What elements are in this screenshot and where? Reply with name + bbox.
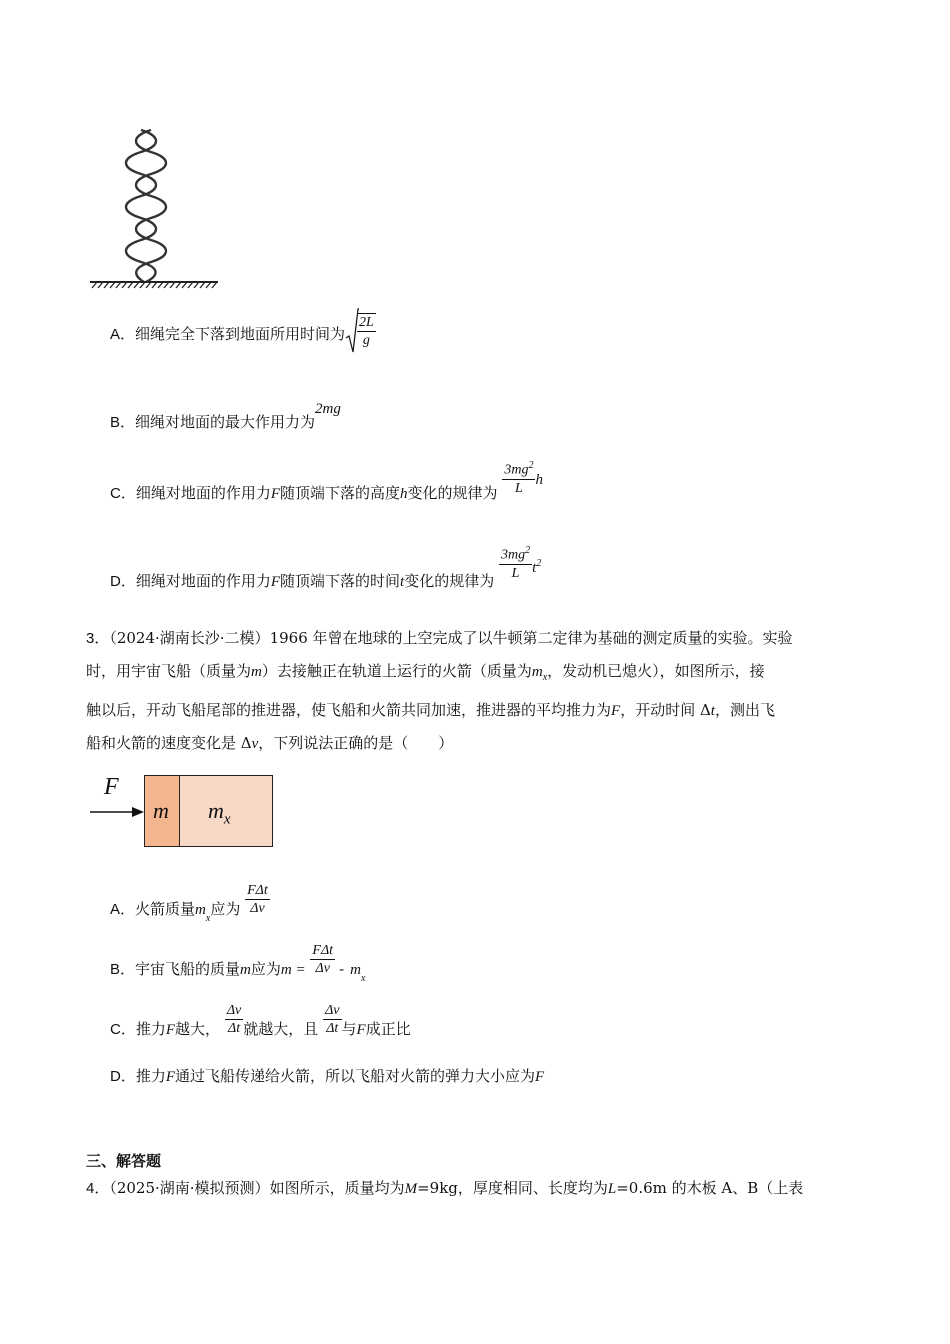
fraction [225,1002,243,1037]
sqrt-formula [345,308,376,354]
question-source: （2025·湖南·模拟预测） [109,1179,270,1197]
option-text: 就越大，且 [243,1020,319,1038]
var-F: F [535,1069,545,1085]
rocket-sub: x [223,811,231,828]
spaceship-block [144,775,180,847]
text: =0.6m 的木板 A、B（上表 [616,1179,804,1197]
text: ，下列说法正确的是（ ） [258,734,454,752]
text: 触以后，开动飞船尾部的推进器，使飞船和火箭共同加速，推进器的平均推力为 [86,701,612,719]
option-letter: C． [110,1021,136,1038]
q2-option-b [110,398,341,438]
rope-figure [86,124,226,292]
var-F: F [270,574,281,590]
text: 船和火箭的速度变化是 Δ [86,734,252,752]
spaceship-rocket-figure [88,772,278,852]
option-letter: A． [110,326,136,343]
formula-numerator: 3mg [504,462,529,478]
option-letter: B． [110,414,136,431]
minus-sign: - [339,960,345,978]
var-M: M [404,1181,418,1197]
text: 1966 年曾在地球的上空完成了以牛顿第二定律为基础的测定质量的实验。实验 [269,629,793,647]
spaceship-label: m [153,798,169,823]
option-text: 宇宙飞船的质量 [135,960,241,978]
denominator: Δv [310,959,335,977]
option-text: 火箭质量 [135,900,196,918]
var-m: m [350,962,361,978]
option-letter: D． [110,1068,136,1085]
formula-tail [532,560,541,576]
tail-var: t [532,560,537,576]
option-text: 细绳对地面的最大作用力为 [135,413,316,431]
twisted-rope [126,130,166,282]
option-letter: A． [110,901,136,918]
subscript: x [205,913,211,924]
var-F: F [611,703,621,719]
q3-line-3 [86,694,856,727]
option-text: 应为 [210,900,241,918]
fraction [499,542,532,582]
option-text: 随顶端下落的高度 [280,484,401,502]
option-text: 越大， [175,1020,221,1038]
formula-tail: h [535,472,543,488]
option-letter: C． [110,485,136,502]
q2-option-a [110,312,376,362]
rocket-block [179,775,273,847]
var-mx: m [531,664,543,680]
var-m: m [251,664,262,680]
option-text: 与 [341,1020,357,1038]
fraction [310,942,335,977]
var-m: m [195,902,206,918]
q3-option-c [110,1002,411,1037]
text: 如图所示，质量均为 [269,1179,405,1197]
q3-option-b [110,942,366,984]
q3-line-1 [86,622,856,655]
option-text: 应为 [250,960,281,978]
rocket-label [208,798,231,828]
numerator: FΔt [312,943,334,958]
numerator: FΔt [247,883,268,898]
text: ，开动时间 Δ [620,701,711,719]
var-F: F [270,486,281,502]
option-text: 推力 [135,1020,166,1038]
question-number: 3． [86,630,110,647]
subscript: x [360,973,366,984]
formula-denominator: L [502,479,535,497]
formula-numerator: 2L [359,315,374,330]
var-F: F [165,1069,176,1085]
option-text: 细绳对地面的作用力 [135,484,271,502]
q3-line-4 [86,727,856,760]
q2-option-d [110,542,542,590]
q4-stem [86,1178,803,1199]
fraction [245,882,270,917]
fraction [323,1002,341,1037]
fraction [502,457,535,497]
option-text: 随顶端下落的时间 [280,572,401,590]
text: ，测出飞 [714,701,775,719]
rocket-var: m [208,798,224,823]
text: ）去接触正在轨道上运行的火箭（质量为 [261,662,532,680]
option-text: 细绳完全下落到地面所用时间为 [135,325,346,343]
q3-stem [86,622,856,760]
q3-option-d [110,1066,544,1087]
q3-line-2 [86,655,856,694]
option-text: 成正比 [365,1020,411,1038]
option-text: 通过飞船传递给火箭，所以飞船对火箭的弹力大小应为 [175,1067,536,1085]
option-letter: D． [110,573,136,590]
superscript: 2 [528,460,534,471]
option-text: 变化的规律为 [407,484,498,502]
q2-option-c [110,457,543,502]
superscript: 2 [525,545,531,556]
q3-option-a [110,882,270,924]
denominator: Δt [225,1019,243,1037]
denominator: Δt [323,1019,341,1037]
option-text: 推力 [135,1067,166,1085]
formula-denominator: L [499,564,532,582]
subscript: x [542,672,548,683]
section-heading: 三、解答题 [86,1152,162,1170]
var-F: F [356,1022,366,1038]
text: =9kg，厚度相同、长度均为 [417,1179,608,1197]
force-label: F [104,774,119,800]
superscript: 2 [536,558,542,569]
numerator: Δv [226,1003,242,1018]
formula-numerator: 3mg [501,547,526,563]
formula: 2mg [315,401,341,417]
var-m: m [240,962,251,978]
option-text: 细绳对地面的作用力 [135,572,271,590]
equation-lhs: m = [280,962,306,978]
var-L: L [607,1181,617,1197]
denominator: Δv [245,899,270,917]
option-letter: B． [110,961,136,978]
var-t: t [710,703,715,719]
var-v: v [251,736,259,752]
question-number: 4． [86,1180,110,1197]
numerator: Δv [325,1003,340,1018]
text: 时，用宇宙飞船（质量为 [86,662,252,680]
text: ，发动机已熄火），如图所示，接 [547,662,765,680]
var-t: t [400,574,405,590]
var-F: F [165,1022,176,1038]
force-arrow [88,804,146,820]
formula-denominator: g [357,331,376,349]
option-text: 变化的规律为 [404,572,495,590]
var-h: h [400,486,408,502]
question-source: （2024·湖南长沙·二模） [109,629,270,647]
